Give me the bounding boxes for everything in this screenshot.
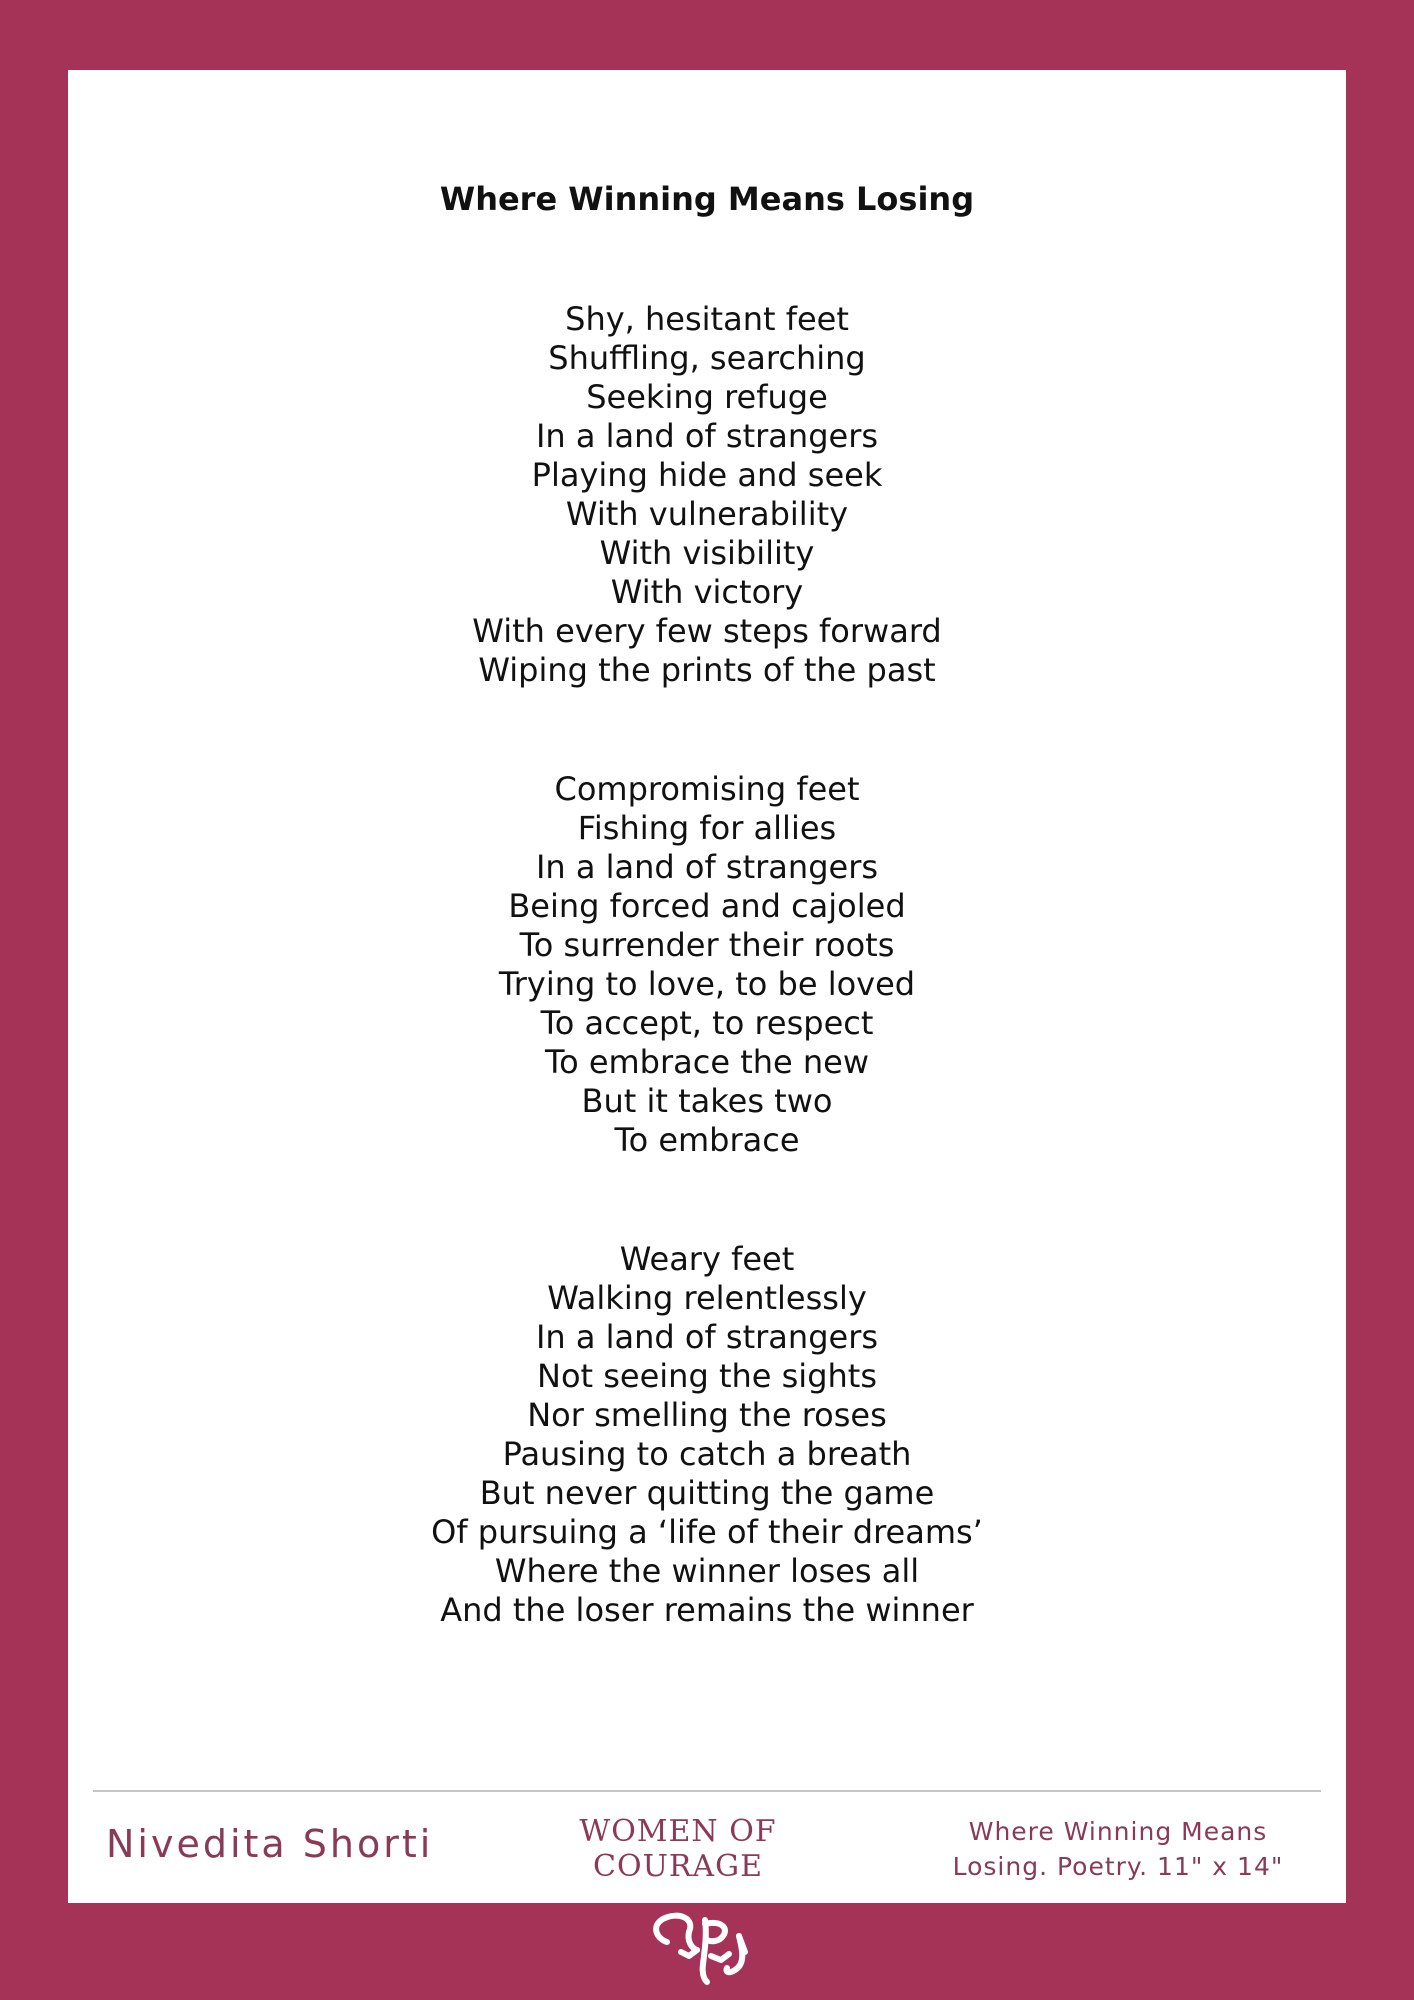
poem-line: Where the winner loses all [494, 1552, 920, 1590]
poem-line: To surrender their roots [519, 926, 895, 964]
caption-line-1: Where Winning Means [968, 1817, 1268, 1846]
poem-line: But it takes two [581, 1082, 833, 1120]
poem-line: To accept, to respect [540, 1004, 874, 1042]
poem-line: Not seeing the sights [537, 1357, 877, 1395]
brand-line-1: WOMEN OF [579, 1814, 777, 1849]
poem-line: With visibility [599, 534, 815, 572]
poem-line: With vulnerability [565, 495, 849, 533]
poem-line: With victory [610, 573, 804, 611]
poem-title: Where Winning Means Losing [439, 180, 975, 218]
poem-line: And the loser remains the winner [440, 1591, 974, 1629]
poem-line: In a land of strangers [535, 417, 879, 455]
stanza-2 [68, 770, 1346, 1160]
signature-logo-icon [645, 1912, 769, 1988]
poem-line: Compromising feet [554, 770, 860, 808]
poem-line: Fishing for allies [577, 809, 837, 847]
brand-logo-text [538, 1814, 818, 1884]
poem-line: Walking relentlessly [547, 1279, 867, 1317]
poem-line: But never quitting the game [479, 1474, 935, 1512]
footer-divider [93, 1790, 1321, 1792]
poem-line: Nor smelling the roses [527, 1396, 887, 1434]
poem-line: Trying to love, to be loved [498, 965, 916, 1003]
poem-line: Playing hide and seek [531, 456, 883, 494]
poem-line: Being forced and cajoled [508, 887, 906, 925]
poem-line: Pausing to catch a breath [502, 1435, 912, 1473]
author-name: Nivedita Shorti [106, 1822, 434, 1866]
poem-line: Of pursuing a ‘life of their dreams’ [431, 1513, 983, 1551]
brand-line-2: COURAGE [593, 1849, 763, 1884]
poem-line: In a land of strangers [535, 1318, 879, 1356]
poem-line: Seeking refuge [586, 378, 828, 416]
poem-page [68, 70, 1346, 1903]
poem-line: Wiping the prints of the past [478, 651, 936, 689]
poem-line: Shy, hesitant feet [565, 300, 849, 338]
stanza-1 [68, 300, 1346, 690]
poem-line: In a land of strangers [535, 848, 879, 886]
poem-line: With every few steps forward [472, 612, 942, 650]
poem-line: Shuffling, searching [548, 339, 866, 377]
caption-line-2: Losing. Poetry. 11" x 14" [952, 1852, 1284, 1881]
poem-line: Weary feet [619, 1240, 795, 1278]
poem-line: To embrace the new [544, 1043, 870, 1081]
poem-line: To embrace [614, 1121, 800, 1159]
stanza-3 [68, 1240, 1346, 1630]
artwork-caption [948, 1814, 1288, 1884]
